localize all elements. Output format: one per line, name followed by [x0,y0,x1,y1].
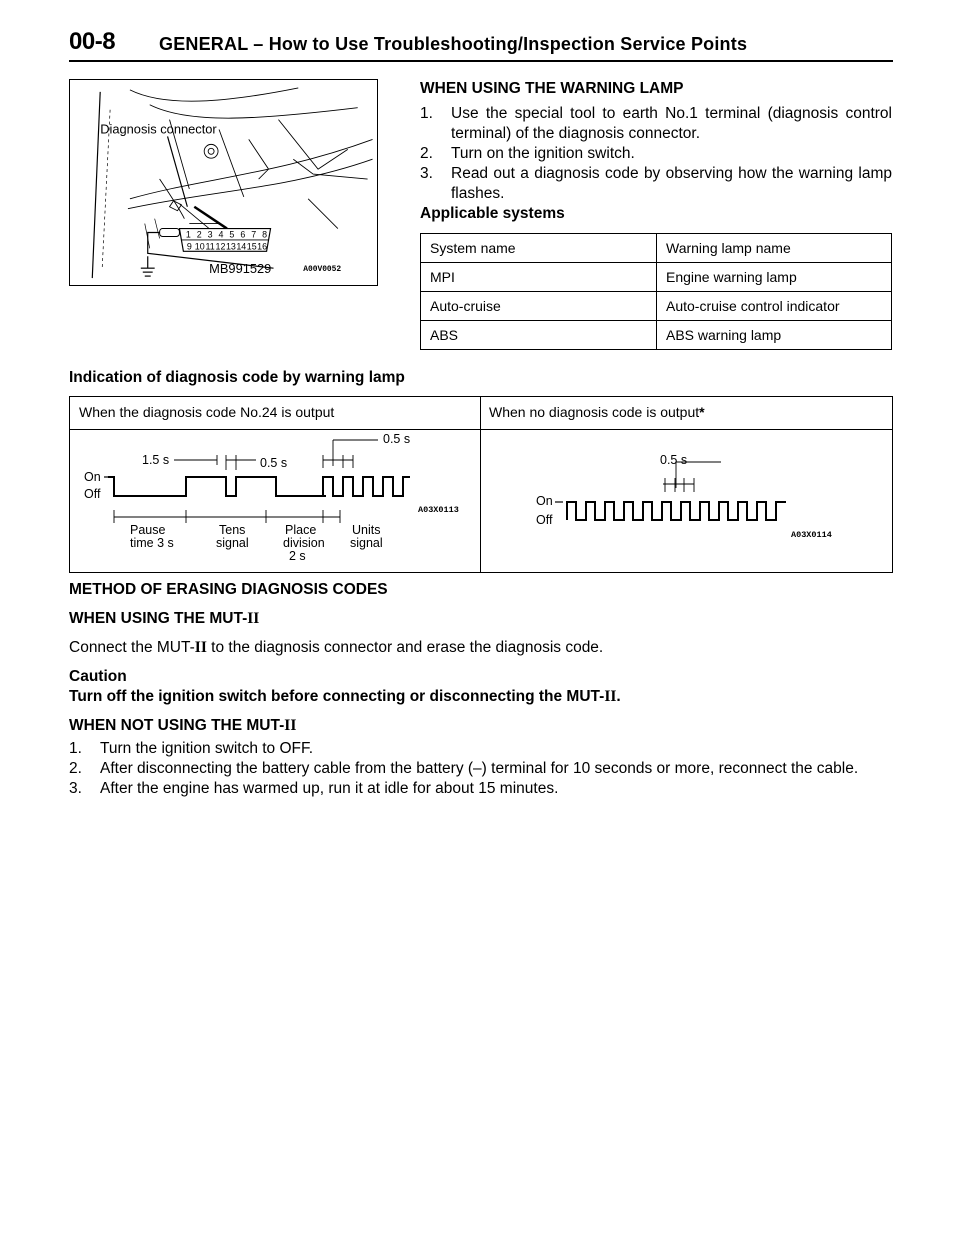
step-number: 2. [420,145,433,162]
timing-chart-code-24 [70,430,480,573]
pin-number: 15 [246,241,257,252]
warning-lamp-steps [420,104,892,204]
table-cell: Auto-cruise [421,292,657,321]
place-label-3: 2 s [289,549,306,563]
signal-waveform [108,477,410,496]
pin-number: 6 [240,229,246,240]
pause-label-1: Pause [130,523,166,537]
table-row [421,292,892,321]
table-cell: Engine warning lamp [657,263,892,292]
chart-code: A03X0114 [791,530,832,540]
step-number: 3. [69,780,82,797]
step-item [420,164,892,204]
table-row [421,263,892,292]
pin-number: 11 [205,241,215,252]
step-text: After the engine has warmed up, run it at idle for about 15 minutes. [100,780,559,797]
table-header-row [421,234,892,263]
caution-label: Caution [69,668,127,685]
units-label-1: Units [352,523,381,537]
figure-code: A00V0052 [303,265,342,275]
page-number: 00-8 [69,28,116,55]
signal-waveform [567,502,786,520]
table-cell: MPI [421,263,657,292]
tool-label: MB991529 [209,261,272,277]
pin-number: 10 [194,241,205,252]
step-text: Use the special tool to earth No.1 terminal (diagnosis control terminal) of the diagnosis connector. [451,105,892,142]
step-number: 1. [420,105,433,122]
connector-pins [179,229,270,252]
tens-label-2: signal [216,536,249,550]
table-cell: Auto-cruise control indicator [657,292,892,321]
caution-text: Turn off the ignition switch before connecting or disconnecting the MUT-II. [69,688,621,705]
step-item [420,104,892,144]
pin-number: 9 [186,241,192,252]
erase-heading: METHOD OF ERASING DIAGNOSIS CODES [69,581,388,598]
step-text: Turn the ignition switch to OFF. [100,740,314,757]
page-title: GENERAL – How to Use Troubleshooting/Inspection Service Points [159,34,748,54]
step-item [420,144,892,164]
pin-number: 2 [196,229,202,240]
table-header-cell: Warning lamp name [657,234,892,263]
indication-title: Indication of diagnosis code by warning lamp [69,369,405,386]
pin-number: 13 [225,241,236,252]
step-number: 2. [69,760,82,777]
chart-code: A03X0113 [418,505,459,515]
step-text: Read out a diagnosis code by observing how the warning lamp flashes. [451,165,892,202]
applicable-systems-table [420,233,892,350]
on-label: On [84,470,101,484]
diagnosis-connector-figure [69,79,378,286]
table-row [421,321,892,350]
pin-number: 8 [262,229,268,240]
table-cell: ABS [421,321,657,350]
step-text: Turn on the ignition switch. [451,145,635,162]
step-item [69,759,893,779]
units-pulse-time: 0.5 s [383,432,411,446]
off-label: Off [84,487,101,501]
with-mut-heading: WHEN USING THE MUT-II [69,610,260,627]
tens-label-1: Tens [219,523,246,537]
warning-lamp-heading: WHEN USING THE WARNING LAMP [420,80,684,97]
pin-number: 12 [215,241,226,252]
without-mut-heading: WHEN NOT USING THE MUT-II [69,717,297,734]
without-mut-steps [69,739,893,799]
table-header-cell: System name [421,234,657,263]
with-mut-text: Connect the MUT-II to the diagnosis connector and erase the diagnosis code. [69,639,604,656]
indication-col2-header: When no diagnosis code is output* [489,404,705,420]
tens-pulse-time: 0.5 s [260,456,288,470]
pause-separator-time: 1.5 s [142,453,170,467]
step-number: 1. [69,740,82,757]
pulse-time: 0.5 s [660,453,688,467]
indication-col1-header: When the diagnosis code No.24 is output [79,404,335,420]
diagnosis-connector-label: Diagnosis connector [100,121,217,137]
warning-lamp-section [420,79,892,204]
step-item [69,779,893,799]
page-header [69,28,893,64]
on-label: On [536,494,553,508]
indication-table [69,396,893,573]
pin-number: 7 [251,229,257,240]
erase-section [69,580,893,799]
pin-number: 5 [229,229,235,240]
place-label-2: division [283,536,325,550]
asterisk-mark: * [699,404,705,420]
pause-label-2: time 3 s [130,536,174,550]
units-label-2: signal [350,536,383,550]
pin-number: 1 [185,229,191,240]
table-cell: ABS warning lamp [657,321,892,350]
step-number: 3. [420,165,433,182]
off-label: Off [536,513,553,527]
step-text: After disconnecting the battery cable from the battery (–) terminal for 10 seconds or more, reconnect the cable. [100,760,859,777]
pin-number: 16 [257,241,268,252]
header-rule [69,60,893,62]
step-item [69,739,893,759]
timing-chart-no-code [481,430,893,573]
pin-number: 3 [207,229,213,240]
place-label-1: Place [285,523,317,537]
pin-number: 4 [218,229,224,240]
applicable-systems-title: Applicable systems [420,205,565,222]
pin-number: 14 [236,241,247,252]
